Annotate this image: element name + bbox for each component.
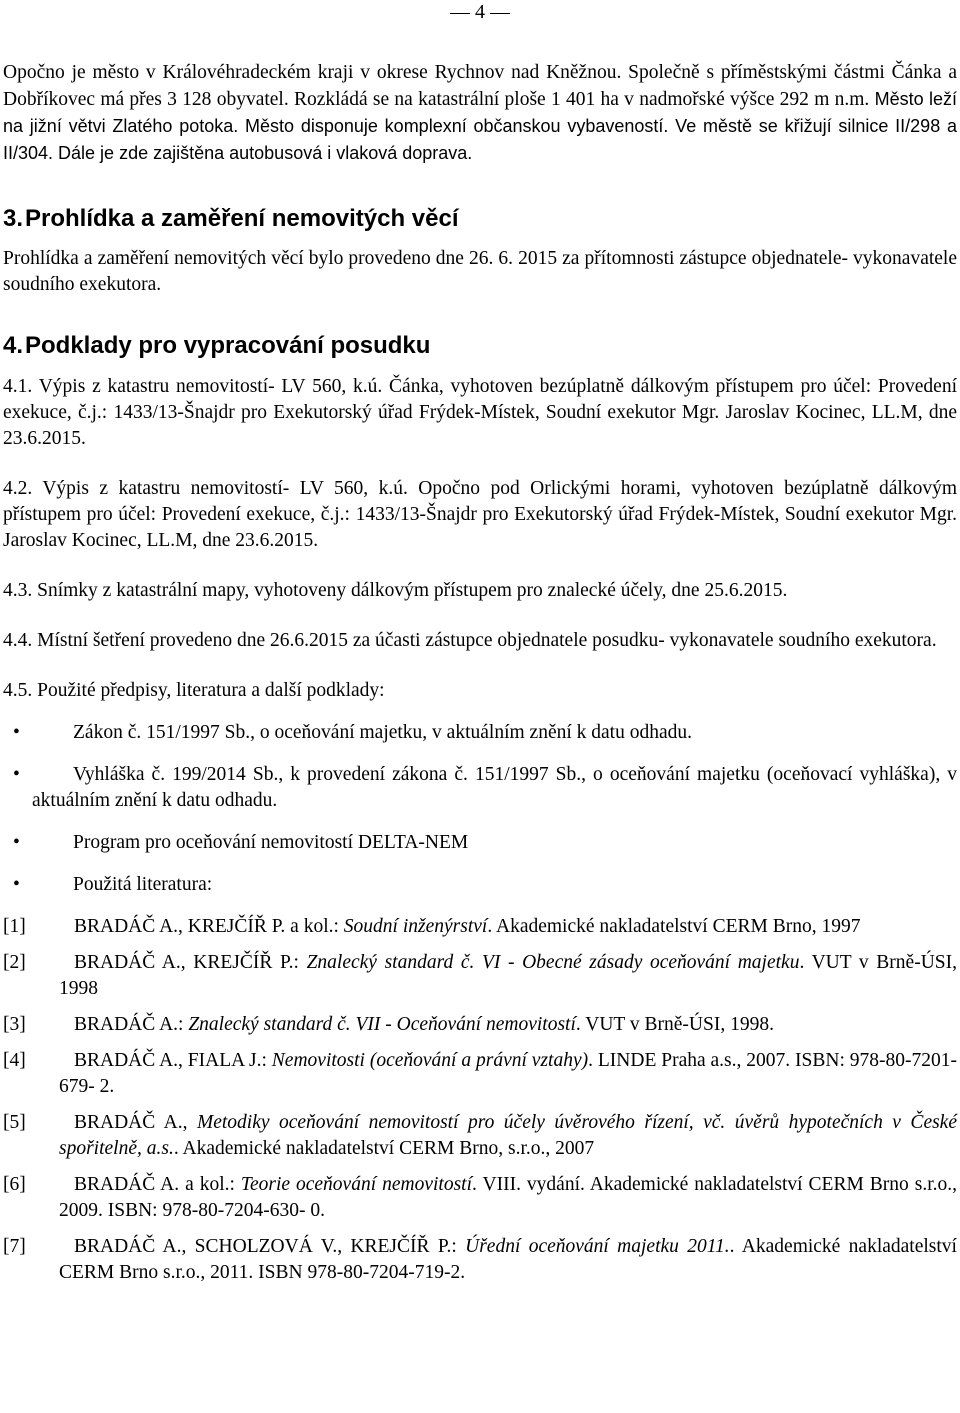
subsection-4-1: 4.1. Výpis z katastru nemovitostí- LV 560, k.ú. Čánka, vyhotoven bezúplatně dálkovým přístupem pro účel: Provedení exekuce, č.j.: 1433/13-Šnajdr pro Exekutorský úřad Frýdek-Místek, Soudní exekutor Mgr. Jaroslav Kocinec, LL.M, dne 23.6.2015. [3,376,957,449]
reference-item [3,1048,957,1100]
bullet-item [3,720,957,746]
reference-title: Znalecký standard č. VII - Oceňování nemovitostí [188,1014,576,1035]
reference-authors: BRADÁČ A., FIALA J.: [74,1050,272,1071]
section-title: Prohlídka a zaměření nemovitých věcí [25,205,459,232]
reference-publisher: . Akademické nakladatelství CERM Brno s.r.o., 2011. ISBN 978-80-7204-719-2. [59,1236,957,1283]
reference-item [3,950,957,1002]
reference-authors: BRADÁČ A., KREJČÍŘ P. a kol.: [74,916,344,937]
reference-item [3,914,957,940]
section-3-text: Prohlídka a zaměření nemovitých věcí bylo provedeno dne 26. 6. 2015 za přítomnosti zástupce objednatele- vykonavatele soudního exekutora. [3,248,957,295]
reference-number: [3] [3,1014,26,1035]
reference-title: Nemovitosti (oceňování a právní vztahy) [271,1050,589,1071]
section-heading-4 [3,332,957,360]
reference-authors: BRADÁČ A., SCHOLZOVÁ V., KREJČÍŘ P.: [74,1236,466,1257]
reference-number: [7] [3,1236,26,1257]
bullet-icon: • [13,764,20,785]
page-number: — 4 — [450,1,510,23]
subsection-4-2: 4.2. Výpis z katastru nemovitostí- LV 560, k.ú. Opočno pod Orlickými horami, vyhotoven bezúplatně dálkovým přístupem pro účel: Provedení exekuce, č.j.: 1433/13-Šnajdr pro Exekutorský úřad Frýdek-Místek, Soudní exekutor Mgr. Jaroslav Kocinec, LL.M, dne 23.6.2015. [3,478,957,551]
intro-text-serif: Opočno je město v Královéhradeckém kraji v okrese Rychnov nad Kněžnou. Společně s příměstskými částmi Čánka a Dobříkovec má přes 3 128 obyvatel. Rozkládá se na katastrální ploše 1 401 ha v nadmořské výšce 292 m n.m. [3,62,957,110]
section-title: Podklady pro vypracování posudku [25,332,431,359]
subsection-4-3: 4.3. Snímky z katastrální mapy, vyhotoveny dálkovým přístupem pro znalecké účely, dne 25.6.2015. [3,580,788,601]
reference-publisher: . LINDE Praha a.s., 2007. ISBN: 978-80-7201-679- 2. [59,1050,958,1097]
reference-item [3,1012,957,1038]
subsection-4-5: 4.5. Použité předpisy, literatura a další podklady: [3,680,385,701]
bullet-text: Zákon č. 151/1997 Sb., o oceňování majetku, v aktuálním znění k datu odhadu. [73,722,692,743]
bullet-icon: • [13,722,20,743]
reference-number: [6] [3,1174,26,1195]
reference-authors: BRADÁČ A. a kol.: [74,1174,241,1195]
bullet-text: Použitá literatura: [73,874,213,895]
bullet-icon: • [13,874,20,895]
reference-item [3,1234,957,1286]
bullet-item [3,830,957,856]
bullet-icon: • [13,832,20,853]
section-heading-3 [3,205,957,233]
section-number: 4. [3,332,24,359]
reference-number: [2] [3,952,26,973]
section-number: 3. [3,205,24,232]
reference-number: [5] [3,1112,26,1133]
reference-number: [4] [3,1050,26,1071]
subsection-4-4: 4.4. Místní šetření provedeno dne 26.6.2015 za účasti zástupce objednatele posudku- vykonavatele soudního exekutora. [3,630,937,651]
reference-title: Soudní inženýrství [343,916,488,937]
reference-title: Teorie oceňování nemovitostí [240,1174,473,1195]
reference-item [3,1110,957,1162]
intro-paragraph [3,60,957,167]
reference-title: Úřední oceňování majetku 2011. [465,1236,730,1257]
reference-publisher: . VUT v Brně-ÚSI, 1998. [575,1014,774,1035]
reference-title: Metodiky oceňování nemovitostí pro účely úvěrového řízení, vč. úvěrů hypotečních v České spořitelně, a.s. [59,1112,957,1159]
intro-text-sans: Město leží na jižní větvi Zlatého potoka. Město disponuje komplexní občanskou vybaveností. Ve městě se křižují silnice II/298 a II/304. Dále je zde zajištěna autobusová i vlaková doprava. [3,89,957,163]
bullet-text: Vyhláška č. 199/2014 Sb., k provedení zákona č. 151/1997 Sb., o oceňování majetku (oceňovací vyhláška), v aktuálním znění k datu odhadu. [32,764,957,811]
reference-list [3,914,957,1286]
bullet-item [3,762,957,814]
reference-authors: BRADÁČ A., [74,1112,197,1133]
reference-item [3,1172,957,1224]
reference-publisher: . VUT v Brně-ÚSI, 1998 [59,952,957,999]
reference-authors: BRADÁČ A.: [74,1014,189,1035]
reference-publisher: . VIII. vydání. Akademické nakladatelství CERM Brno s.r.o., 2009. ISBN: 978-80-7204-630- 0. [59,1174,958,1221]
reference-number: [1] [3,916,26,937]
reference-authors: BRADÁČ A., KREJČÍŘ P.: [74,952,307,973]
reference-publisher: . Akademické nakladatelství CERM Brno, s.r.o., 2007 [173,1138,595,1159]
reference-publisher: . Akademické nakladatelství CERM Brno, 1997 [487,916,861,937]
bullet-item [3,872,957,898]
bullet-text: Program pro oceňování nemovitostí DELTA-NEM [73,832,469,853]
reference-title: Znalecký standard č. VI - Obecné zásady oceňování majetku [306,952,800,973]
